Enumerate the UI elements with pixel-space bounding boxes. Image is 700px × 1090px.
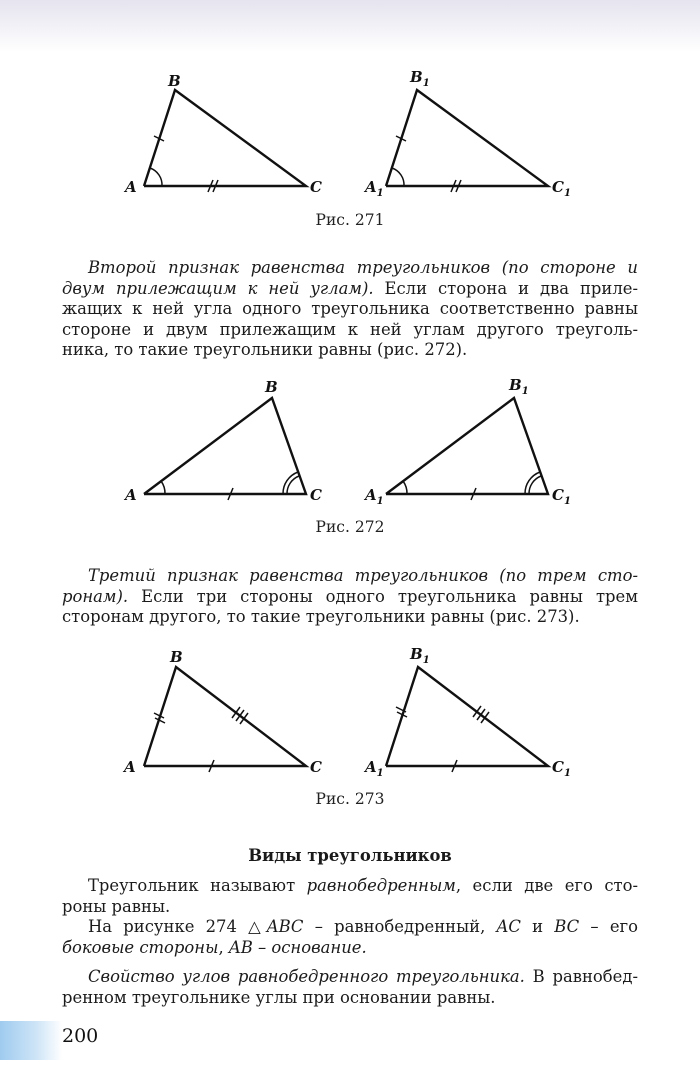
- triangle-abc: [144, 90, 306, 186]
- vertex-label-a1: $A_1$: [365, 486, 384, 507]
- caption-fig-271: Рис. 271: [315, 211, 385, 229]
- text-line: Треугольник называют равнобедренным, если две его сто-: [88, 876, 638, 895]
- angle-arc-a: [150, 168, 162, 186]
- paragraph-third-criterion: [62, 566, 638, 628]
- figure-271: [0, 60, 700, 210]
- triangle-a1b1c1: [386, 90, 548, 186]
- vertex-label-a: A: [125, 486, 137, 504]
- text-line: жащих к ней угла одного треугольника соответственно равны: [62, 299, 638, 318]
- caption-fig-272: Рис. 272: [315, 518, 385, 536]
- triangle-a1b1c1: [386, 398, 548, 494]
- triangle-a1b1c1: [386, 667, 548, 766]
- text-line: ренном треугольнике углы при основании равны.: [62, 987, 496, 1007]
- text-line: стороне и двум прилежащим к ней углам другого треуголь-: [62, 319, 638, 339]
- page-number: 200: [62, 1025, 99, 1047]
- text-line: боковые стороны, AB – основание.: [62, 937, 367, 957]
- text-line: Свойство углов равнобедренного треугольника. В равнобед-: [88, 967, 638, 986]
- triangle-abc: [144, 398, 306, 494]
- angle-arc-a1: [392, 168, 404, 186]
- angle-arc-a: [161, 481, 165, 494]
- vertex-label-a1: $A_1$: [365, 178, 384, 199]
- page-corner-tab: [0, 1021, 62, 1060]
- text-line: Второй признак равенства треугольников (по стороне и: [88, 258, 638, 277]
- figure-273: [0, 640, 700, 785]
- figure-272: [0, 370, 700, 510]
- paragraph-example: [62, 917, 638, 958]
- paragraph-isosceles-property: [62, 967, 638, 1008]
- vertex-label-b: B: [168, 72, 181, 90]
- paragraph-isosceles-definition: [62, 876, 638, 917]
- vertex-label-c: C: [310, 758, 322, 776]
- text-line: роны равны.: [62, 896, 171, 916]
- paragraph-second-criterion: [62, 258, 638, 361]
- vertex-label-c: C: [310, 486, 322, 504]
- triangle-abc: [144, 667, 306, 766]
- vertex-label-b1: $B_1$: [509, 376, 529, 397]
- text-line: На рисунке 274 △ABC – равнобедренный, AC и BC – его: [88, 917, 638, 936]
- angle-arc-a1: [403, 481, 407, 494]
- vertex-label-c1: $C_1$: [552, 758, 571, 779]
- vertex-label-a1: $A_1$: [365, 758, 384, 779]
- text-line: Третий признак равенства треугольников (по трем сто-: [88, 566, 638, 585]
- text-line: ника, то такие треугольники равны (рис. 272).: [62, 340, 468, 359]
- caption-fig-273: Рис. 273: [315, 790, 385, 808]
- vertex-label-b: B: [265, 378, 278, 396]
- page-top-band: [0, 0, 700, 52]
- text-line: двум прилежащим к ней углам). Если сторона и два приле-: [62, 278, 638, 298]
- vertex-label-b: B: [170, 648, 183, 666]
- vertex-label-a: A: [124, 758, 136, 776]
- vertex-label-c1: $C_1$: [552, 486, 571, 507]
- vertex-label-b1: $B_1$: [410, 645, 430, 666]
- vertex-label-c1: $C_1$: [552, 178, 571, 199]
- section-heading: Виды треугольников: [248, 846, 452, 865]
- vertex-label-b1: $B_1$: [410, 68, 430, 89]
- text-line: сторонам другого, то такие треугольники равны (рис. 273).: [62, 607, 580, 626]
- vertex-label-a: A: [125, 178, 137, 196]
- vertex-label-c: C: [310, 178, 322, 196]
- text-line: ронам). Если три стороны одного треугольника равны трем: [62, 586, 638, 606]
